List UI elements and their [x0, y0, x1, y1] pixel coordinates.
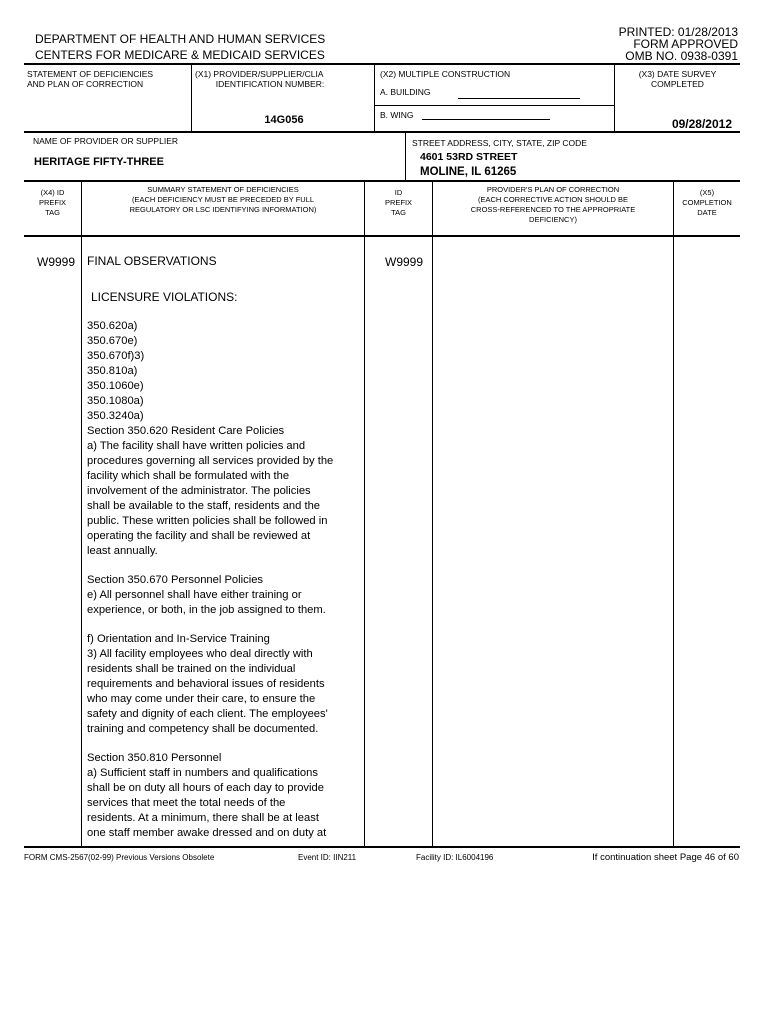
statement-label: STATEMENT OF DEFICIENCIES AND PLAN OF CORRECTION	[27, 69, 154, 89]
omb-number: OMB NO. 0938-0391	[625, 49, 738, 63]
final-observations-title: FINAL OBSERVATIONS	[87, 254, 217, 268]
event-id: Event ID: IIN211	[298, 853, 357, 862]
licensure-title: LICENSURE VIOLATIONS:	[91, 290, 238, 304]
divider-building-wing	[375, 105, 614, 106]
x5-header: (X5) COMPLETION DATE	[682, 188, 732, 217]
wing-label: B. WING	[380, 110, 414, 120]
bottom-border	[24, 846, 740, 848]
regulation-codes: 350.620a) 350.670e) 350.670f)3) 350.810a) 350.1060e) 350.1080a) 350.3240a)	[87, 320, 145, 422]
paragraph-resident-care: Section 350.620 Resident Care Policies a) The facility shall have written policies and procedures governing all services provided by the facility which shall be formulated with the involvement of the administrator. The policies shall be available to the staff, residents and the public. These written policies shall be followed in operating the facility and shall be reviewed at least annually.	[87, 425, 334, 557]
continuation-page: If continuation sheet Page 46 of 60	[592, 852, 739, 863]
divider-address	[405, 132, 406, 180]
x2-label: (X2) MULTIPLE CONSTRUCTION	[380, 69, 511, 79]
address-city: MOLINE, IL 61265	[420, 166, 517, 178]
divider-x1	[191, 64, 192, 131]
provider-name-value: HERITAGE FIFTY-THREE	[34, 156, 164, 168]
tag-prefix-right: W9999	[385, 255, 424, 269]
paragraph-personnel: Section 350.810 Personnel a) Sufficient staff in numbers and qualifications shall be on duty all hours of each day to provide services that meet the total needs of the residents. At a minimum, there shall be at least one staff member awake dressed and on duty at	[87, 752, 327, 839]
x1-label: (X1) PROVIDER/SUPPLIER/CLIA IDENTIFICATION NUMBER:	[195, 69, 325, 89]
provider-id-value: 14G056	[264, 114, 304, 126]
building-label: A. BUILDING	[380, 87, 431, 97]
divider-x2	[374, 64, 375, 131]
summary-header: SUMMARY STATEMENT OF DEFICIENCIES (EACH DEFICIENCY MUST BE PRECEDED BY FULL REGULATORY OR LSC IDENTIFYING INFORMATION)	[129, 185, 317, 214]
col-line-id	[432, 181, 433, 846]
plan-header: PROVIDER'S PLAN OF CORRECTION (EACH CORRECTIVE ACTION SHOULD BE CROSS-REFERENCED TO THE APPROPRIATE DEFICIENCY)	[470, 185, 636, 224]
divider-body	[24, 235, 740, 237]
building-blank	[458, 98, 580, 99]
agency-title: CENTERS FOR MEDICARE & MEDICAID SERVICES	[35, 48, 325, 62]
survey-date-value: 09/28/2012	[671, 117, 732, 131]
address-label: STREET ADDRESS, CITY, STATE, ZIP CODE	[412, 138, 587, 148]
col-line-plan	[673, 181, 674, 846]
tag-prefix-left: W9999	[37, 255, 76, 269]
form-number: FORM CMS-2567(02-99) Previous Versions Obsolete	[24, 853, 215, 862]
wing-blank	[422, 119, 550, 120]
provider-name-label: NAME OF PROVIDER OR SUPPLIER	[33, 136, 178, 146]
deficiency-summary	[87, 254, 363, 841]
facility-id: Facility ID: IL6004196	[416, 853, 494, 862]
top-border	[24, 63, 740, 65]
paragraph-orientation-training: f) Orientation and In-Service Training 3) All facility employees who deal directly with residents shall be trained on the individual requirements and behavioral issues of residents who may come under their care, to ensure the safety and dignity of each client. The employees' training and competency shall be documented.	[87, 633, 328, 735]
col-line-summary	[364, 181, 365, 846]
paragraph-personnel-policies: Section 350.670 Personnel Policies e) All personnel shall have either training or experience, or both, in the job assigned to them.	[87, 574, 326, 616]
x4-header: (X4) ID PREFIX TAG	[38, 188, 67, 217]
department-title: DEPARTMENT OF HEALTH AND HUMAN SERVICES	[35, 32, 326, 46]
id-header: ID PREFIX TAG	[384, 188, 413, 217]
divider-column-header	[24, 180, 740, 182]
x3-label: (X3) DATE SURVEY COMPLETED	[638, 69, 717, 89]
form-approved: FORM APPROVED	[633, 37, 738, 51]
divider-provider-row	[24, 131, 740, 133]
address-street: 4601 53RD STREET	[420, 151, 518, 163]
printed-date: PRINTED: 01/28/2013	[618, 25, 738, 39]
col-line-x4	[81, 181, 82, 846]
